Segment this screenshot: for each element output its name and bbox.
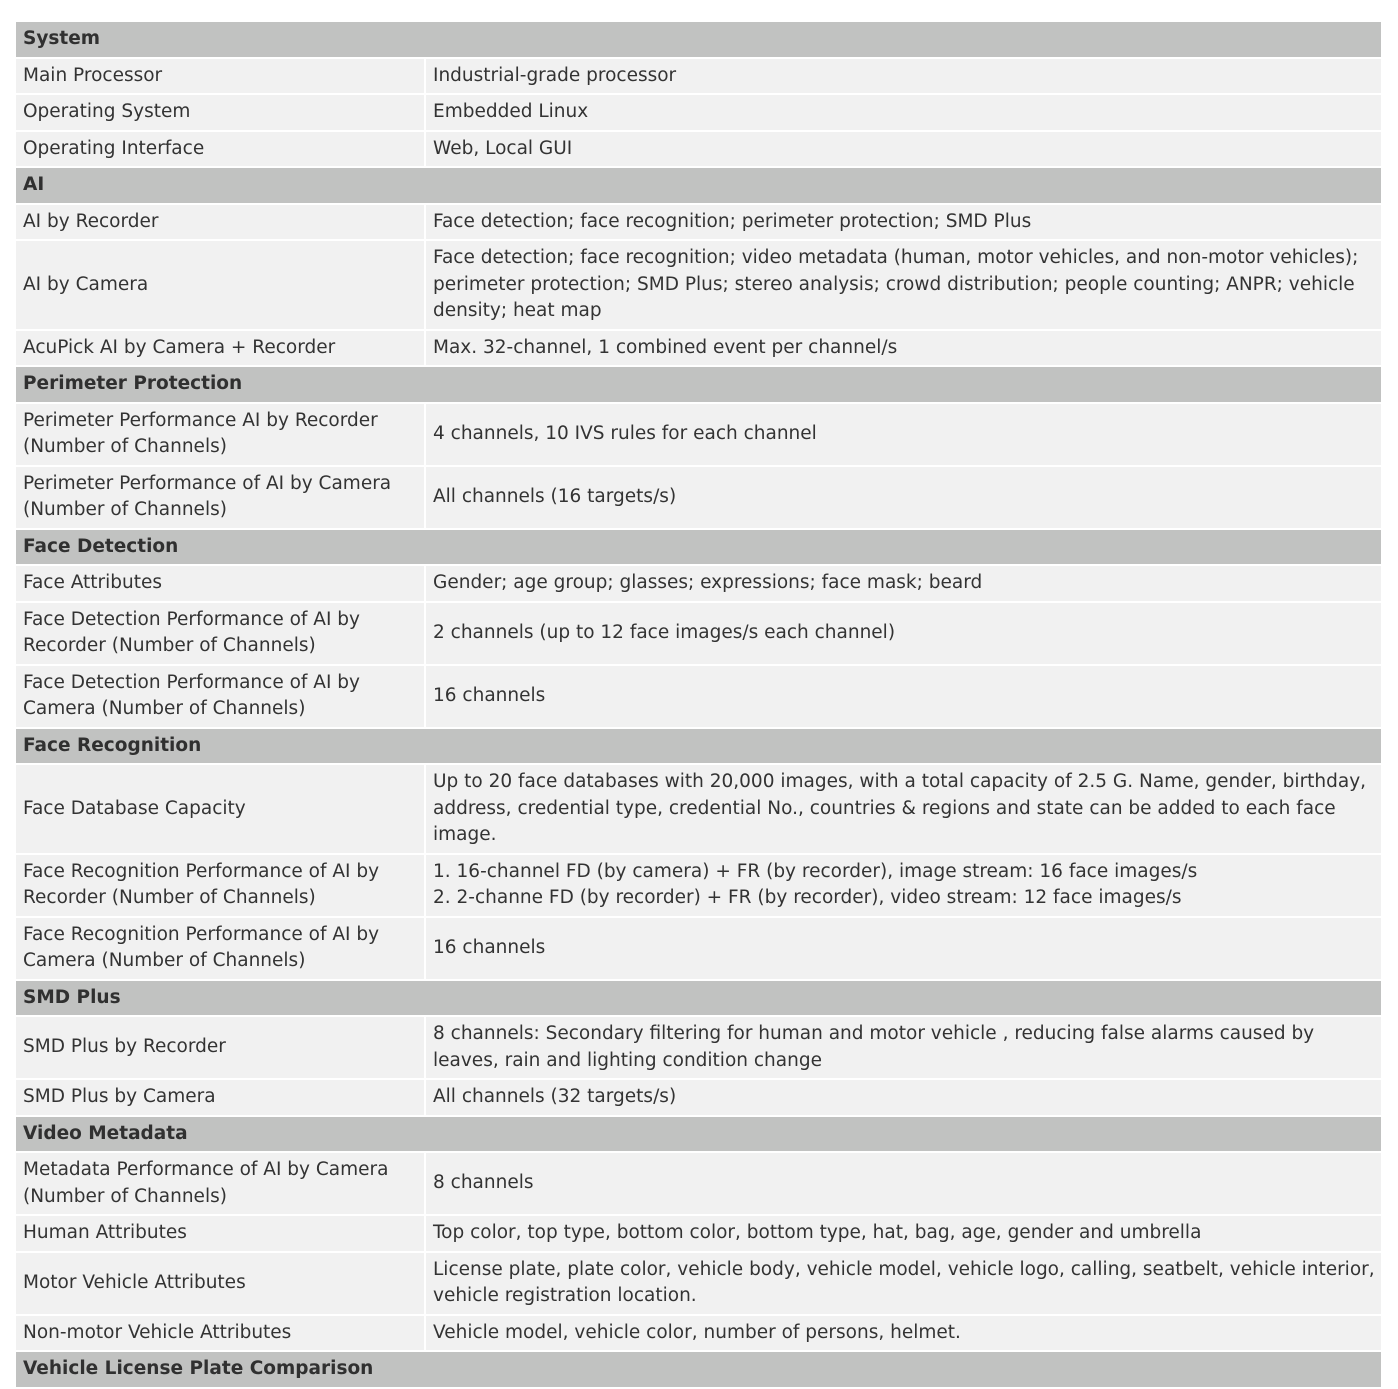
spec-label: AI by Camera bbox=[16, 240, 425, 330]
spec-value bbox=[425, 240, 1381, 330]
spec-label: Operating System bbox=[16, 94, 425, 131]
spec-value-line: Industrial-grade processor bbox=[433, 64, 677, 86]
spec-label: Perimeter Performance of AI by Camera (Number of Channels) bbox=[16, 466, 425, 529]
spec-value-line: Top color, top type, bottom color, bottom type, hat, bag, age, gender and umbrella bbox=[433, 1222, 1202, 1243]
spec-row bbox=[16, 1079, 1381, 1116]
spec-row bbox=[16, 403, 1381, 466]
spec-value-line: 16 channels bbox=[433, 684, 546, 706]
section-header-row bbox=[16, 22, 1381, 58]
spec-value-line: 1. 16-channel FD (by camera) + FR (by recorder), image stream: 16 face images/s bbox=[433, 860, 1198, 882]
section-header-row bbox=[16, 1116, 1381, 1153]
spec-label: Metadata Performance of AI by Camera (Number of Channels) bbox=[16, 1152, 425, 1215]
spec-value-line: 2. 2-channe FD (by recorder) + FR (by recorder), video stream: 12 face images/s bbox=[433, 887, 1182, 908]
spec-value bbox=[425, 330, 1381, 367]
spec-row bbox=[16, 854, 1381, 917]
spec-value bbox=[425, 1016, 1381, 1079]
spec-value-line: 8 channels bbox=[433, 1172, 534, 1194]
spec-row bbox=[16, 330, 1381, 367]
section-title: System bbox=[16, 22, 1381, 58]
section-header-row bbox=[16, 1351, 1381, 1388]
spec-value bbox=[425, 131, 1381, 168]
spec-label: Operating Interface bbox=[16, 131, 425, 168]
spec-value-line: 8 channels: Secondary filtering for human and motor vehicle , reducing false alarms caused by leaves, rain and lighting condition change bbox=[433, 1023, 1315, 1071]
spec-label: Face Attributes bbox=[16, 565, 425, 602]
section-title: Video Metadata bbox=[16, 1116, 1381, 1153]
spec-table-body bbox=[16, 22, 1381, 1388]
spec-label: Face Recognition Performance of AI by Camera (Number of Channels) bbox=[16, 917, 425, 980]
spec-label: Face Recognition Performance of AI by Recorder (Number of Channels) bbox=[16, 854, 425, 917]
spec-row bbox=[16, 665, 1381, 728]
spec-row bbox=[16, 1252, 1381, 1315]
spec-label: Non-motor Vehicle Attributes bbox=[16, 1315, 425, 1352]
spec-row bbox=[16, 1016, 1381, 1079]
spec-value bbox=[425, 565, 1381, 602]
spec-row bbox=[16, 131, 1381, 168]
spec-value-line: 16 channels bbox=[433, 936, 546, 958]
spec-row bbox=[16, 466, 1381, 529]
spec-label: SMD Plus by Camera bbox=[16, 1079, 425, 1116]
spec-value-line: Face detection; face recognition; perimeter protection; SMD Plus bbox=[433, 210, 1032, 232]
spec-value bbox=[425, 204, 1381, 241]
spec-table bbox=[16, 22, 1381, 1389]
spec-value bbox=[425, 1152, 1381, 1215]
spec-value-line: Face detection; face recognition; video metadata (human, motor vehicles, and non-motor vehicles); perimeter protection; SMD Plus; stereo analysis; crowd distribution; people counting; ANPR; vehicle density; heat map bbox=[433, 247, 1359, 321]
spec-label: Human Attributes bbox=[16, 1215, 425, 1252]
spec-value bbox=[425, 1079, 1381, 1116]
spec-row bbox=[16, 204, 1381, 241]
spec-value bbox=[425, 665, 1381, 728]
section-header-row bbox=[16, 366, 1381, 403]
spec-row bbox=[16, 94, 1381, 131]
spec-value-line: 4 channels, 10 IVS rules for each channel bbox=[433, 422, 817, 444]
section-title: SMD Plus bbox=[16, 980, 1381, 1017]
spec-value-line: Gender; age group; glasses; expressions; face mask; beard bbox=[433, 572, 983, 593]
spec-value bbox=[425, 917, 1381, 980]
spec-value bbox=[425, 854, 1381, 917]
spec-value bbox=[425, 602, 1381, 665]
section-header-row bbox=[16, 167, 1381, 204]
section-header-row bbox=[16, 529, 1381, 566]
spec-label: AI by Recorder bbox=[16, 204, 425, 241]
section-title: Perimeter Protection bbox=[16, 366, 1381, 403]
spec-value-line: License plate, plate color, vehicle body, vehicle model, vehicle logo, calling, seatbelt, vehicle interior, vehicle registration location. bbox=[433, 1258, 1375, 1306]
section-title: Face Detection bbox=[16, 529, 1381, 566]
spec-row bbox=[16, 565, 1381, 602]
spec-value-line: Web, Local GUI bbox=[433, 137, 573, 159]
spec-label: Motor Vehicle Attributes bbox=[16, 1252, 425, 1315]
spec-label: Face Database Capacity bbox=[16, 764, 425, 854]
spec-row bbox=[16, 58, 1381, 95]
spec-value bbox=[425, 94, 1381, 131]
spec-row bbox=[16, 917, 1381, 980]
spec-row bbox=[16, 1315, 1381, 1352]
spec-value bbox=[425, 764, 1381, 854]
section-title: AI bbox=[16, 167, 1381, 204]
spec-row bbox=[16, 764, 1381, 854]
section-title: Face Recognition bbox=[16, 728, 1381, 765]
spec-label: Perimeter Performance AI by Recorder (Number of Channels) bbox=[16, 403, 425, 466]
section-header-row bbox=[16, 980, 1381, 1017]
spec-label: Face Detection Performance of AI by Recorder (Number of Channels) bbox=[16, 602, 425, 665]
spec-value bbox=[425, 58, 1381, 95]
spec-value-line: All channels (32 targets/s) bbox=[433, 1086, 677, 1107]
section-title: Vehicle License Plate Comparison bbox=[16, 1351, 1381, 1388]
spec-value bbox=[425, 1315, 1381, 1352]
spec-label: Main Processor bbox=[16, 58, 425, 95]
spec-value bbox=[425, 466, 1381, 529]
spec-label: SMD Plus by Recorder bbox=[16, 1016, 425, 1079]
spec-row bbox=[16, 1152, 1381, 1215]
section-header-row bbox=[16, 728, 1381, 765]
spec-value-line: Embedded Linux bbox=[433, 101, 589, 122]
spec-value bbox=[425, 1252, 1381, 1315]
spec-label: Face Detection Performance of AI by Camera (Number of Channels) bbox=[16, 665, 425, 728]
spec-value-line: All channels (16 targets/s) bbox=[433, 485, 677, 507]
spec-value-line: Max. 32-channel, 1 combined event per channel/s bbox=[433, 336, 898, 358]
spec-value-line: Vehicle model, vehicle color, number of persons, helmet. bbox=[433, 1321, 961, 1343]
spec-row bbox=[16, 1215, 1381, 1252]
spec-value-line: Up to 20 face databases with 20,000 images, with a total capacity of 2.5 G. Name, gender, birthday, address, credential type, credential No., countries & regions and state can be added to each face image. bbox=[433, 771, 1367, 845]
spec-value bbox=[425, 1215, 1381, 1252]
spec-value bbox=[425, 403, 1381, 466]
spec-label: AcuPick AI by Camera + Recorder bbox=[16, 330, 425, 367]
spec-row bbox=[16, 240, 1381, 330]
spec-row bbox=[16, 602, 1381, 665]
spec-value-line: 2 channels (up to 12 face images/s each channel) bbox=[433, 621, 896, 643]
